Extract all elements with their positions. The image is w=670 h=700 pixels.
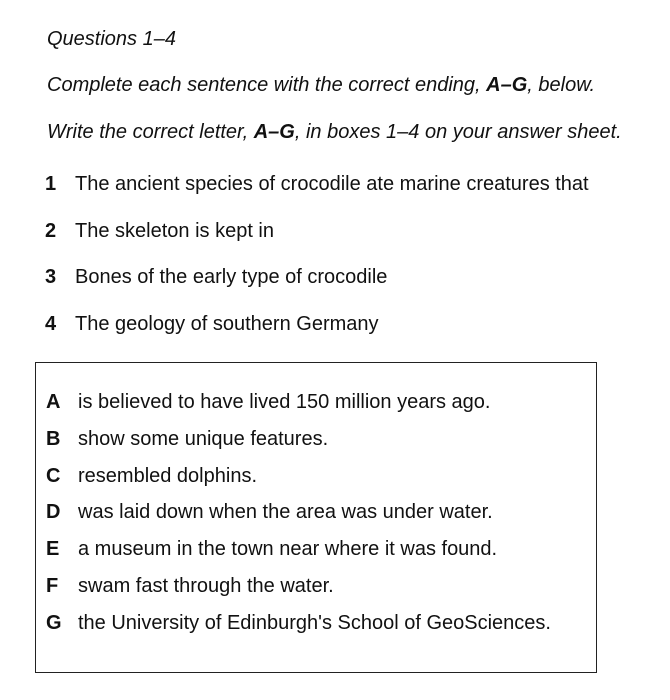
- question-number: 4: [45, 312, 57, 335]
- question-number: 1: [45, 173, 57, 195]
- section-heading: Questions 1–4: [47, 28, 176, 50]
- instruction-text: , in boxes 1–4 on your answer sheet.: [294, 121, 622, 143]
- ending-item: [46, 575, 551, 612]
- question-text: The skeleton is kept in: [75, 219, 274, 242]
- ending-item: [46, 538, 551, 575]
- ending-item: [46, 428, 551, 465]
- instruction-complete-sentences: [47, 74, 595, 97]
- instruction-text: , below.: [527, 74, 596, 96]
- instruction-write-letter: [47, 121, 622, 144]
- endings-box: [35, 362, 597, 673]
- question-text: Bones of the early type of crocodile: [75, 266, 388, 288]
- ending-item: [46, 465, 551, 502]
- question-item: [45, 266, 589, 313]
- ending-item: [46, 501, 551, 538]
- question-number: 2: [45, 219, 57, 242]
- ending-text: swam fast through the water.: [78, 574, 334, 597]
- ending-text: was laid down when the area was under water.: [78, 501, 493, 524]
- ending-letter: A: [46, 391, 61, 413]
- ending-letter: G: [46, 611, 62, 634]
- ending-item: [46, 391, 551, 428]
- ending-text: a museum in the town near where it was found.: [78, 538, 498, 561]
- question-item: [45, 173, 589, 220]
- question-text: The ancient species of crocodile ate marine creatures that: [75, 173, 589, 195]
- ending-letter: D: [46, 501, 61, 524]
- letter-range: A–G: [486, 74, 528, 96]
- question-item: [45, 220, 589, 267]
- ending-letter: F: [46, 574, 59, 597]
- endings-list: [46, 391, 551, 649]
- ending-item: [46, 612, 551, 649]
- instruction-text: Complete each sentence with the correct ending,: [47, 74, 487, 96]
- ending-letter: C: [46, 464, 61, 487]
- question-text: The geology of southern Germany: [75, 312, 379, 335]
- ending-text: resembled dolphins.: [78, 464, 257, 487]
- instruction-text: Write the correct letter,: [47, 121, 254, 143]
- ending-text: is believed to have lived 150 million years ago.: [78, 391, 491, 413]
- question-list: [45, 173, 589, 359]
- ending-text: the University of Edinburgh's School of GeoSciences.: [78, 611, 551, 634]
- ending-letter: B: [46, 427, 61, 450]
- letter-range: A–G: [253, 121, 295, 143]
- question-item: [45, 313, 589, 360]
- ending-letter: E: [46, 538, 60, 561]
- question-number: 3: [45, 266, 57, 288]
- ending-text: show some unique features.: [78, 427, 329, 450]
